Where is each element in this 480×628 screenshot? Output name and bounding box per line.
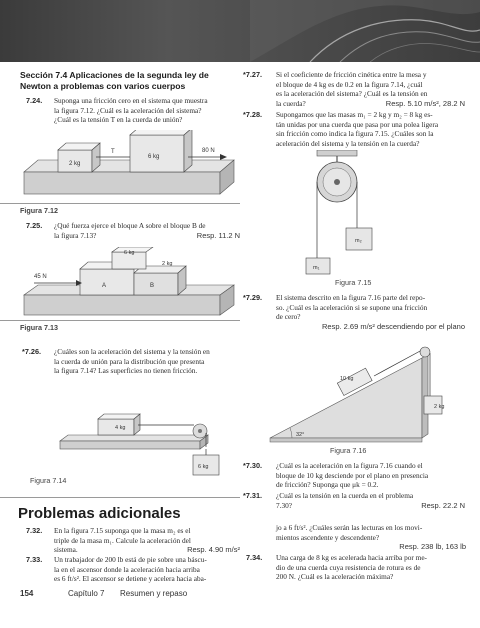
mass-label: 6 kg [124,250,135,256]
mass-label: 6 kg [198,464,209,470]
problem-number: 7.34. [246,553,263,562]
problem-line: ¿Cuál es la aceleración en la figura 7.16 cuando el [276,461,423,470]
section-title-line1: Sección 7.4 Aplicaciones de la segunda ley de [20,70,209,80]
problem-number: 7.24. [26,96,43,105]
problem-line: la figura 7.14? Las superficies no tienen fricción. [54,366,198,376]
figure-caption: Figura 7.15 [335,278,372,287]
problem-line: la cuerda de unión para la distribución que presenta [54,356,205,366]
answer: Resp. 238 lb, 163 lb [399,542,466,552]
problem-7-27 [243,70,465,108]
chapter-label: Capítulo 7 [68,589,105,598]
figure-7-15 [282,150,392,286]
problem-line: la figura 7.12. ¿Cuál es la aceleración del sistema? [54,105,202,115]
problem-line: sin fricción como indica la figura 7.15. ¿Cuáles son la [276,129,434,139]
problem-7-29 [243,293,465,331]
decorative-wave [250,0,480,62]
problem-7-26 [22,347,240,376]
problem-7-33 [26,555,240,584]
problem-line: el bloque de 4 kg es de 0.2 en la figura 7.14, ¿cuál [276,79,423,89]
header-banner [0,0,480,62]
mass-label: m₂ [355,238,362,244]
problem-line: ¿Qué fuerza ejerce el bloque A sobre el bloque B de [54,221,206,230]
problem-line: bloque de 10 kg desciende por el plano en presencia [276,470,429,480]
section-title-line2: Newton a problemas con varios cuerpos [20,81,186,91]
figure-7-16 [262,340,472,448]
mass-label: 2 kg [69,161,81,167]
problem-number: 7.33. [26,555,43,564]
problem-line: la figura 7.13? [54,230,97,240]
problem-line: En la figura 7.15 suponga que la masa m₂ es el [54,526,191,535]
problem-line: la en el ascensor donde la aceleración hacia arriba [54,564,200,574]
figure-caption: Figura 7.16 [330,446,367,455]
section-label: Resumen y repaso [120,589,188,598]
figure-7-13 [20,247,240,319]
problem-7-28 [243,110,465,148]
figure-7-14 [20,383,240,479]
problem-line: Suponga una fricción cero en el sistema que muestra [54,96,208,105]
problem-line: la cuerda? [276,98,306,108]
problem-line: jo a 6 ft/s². ¿Cuáles serán las lecturas en los movi- [276,523,423,532]
mass-label: m₁ [313,265,320,271]
problem-line: es la aceleración del sistema? ¿Cuál es la tensión en [276,89,428,99]
problem-line: aceleración del sistema y la tensión en la cuerda? [276,138,420,148]
figure-caption: Figura 7.13 [20,323,58,332]
problem-7-31 [243,491,465,510]
figure-caption: Figura 7.14 [30,476,67,485]
problem-number: *7.30. [243,461,263,470]
page-number: 154 [20,589,34,598]
problem-line: de fricción? Suponga que μk = 0.2. [276,480,379,490]
answer: Resp. 11.2 N [196,230,240,240]
mass-label: 10 kg [340,376,354,382]
problem-line: Si el coeficiente de fricción cinética entre la mesa y [276,70,427,79]
problem-7-30 [243,461,465,490]
problem-number: *7.26. [22,347,42,356]
problem-line: 7.30? [276,500,293,510]
figure-caption: Figura 7.12 [20,206,58,215]
problem-line: tán unidas por una cuerda que pasa por una polea ligera [276,119,439,129]
problem-number: *7.31. [243,491,263,500]
problem-7-32 [26,526,240,555]
divider [0,203,240,204]
problem-line: de cero? [276,312,301,322]
tension-label: T [111,149,115,155]
problem-line: Un trabajador de 200 lb está de pie sobre una báscu- [54,555,207,564]
answer: Resp. 2.69 m/s² descendiendo por el plano [321,321,465,331]
problem-number: 7.32. [26,526,43,535]
mass-label: 6 kg [148,154,160,160]
problem-number: *7.27. [243,70,263,79]
problem-line: ¿Cuáles son la aceleración del sistema y la tensión en [54,347,210,356]
problem-line: ¿Cuál es la tensión en la cuerda en el problema [276,491,414,500]
section-title [20,70,230,92]
problem-number: *7.28. [243,110,263,119]
problem-7-34 [246,553,465,582]
angle-label: 32° [296,432,305,438]
problem-7-25 [26,221,240,240]
problem-number: *7.29. [243,293,263,302]
divider [0,320,240,321]
problem-line: Una carga de 8 kg es acelerada hacia arriba por me- [276,553,427,562]
problem-line: es 6 ft/s². El ascensor se detiene y acelera hacia aba- [54,574,207,584]
divider [0,497,240,498]
answer: Resp. 5.10 m/s², 28.2 N [385,98,465,108]
mass-label: 2 kg [434,404,445,410]
problem-number: 7.25. [26,221,43,230]
problem-line: Supongamos que las masas m₁ = 2 kg y m₂ = 8 kg es- [276,110,433,119]
answer: Resp. 22.2 N [421,500,465,510]
problem-7-24 [26,96,240,125]
problem-line: sistema. [54,545,78,555]
block-label: A [102,283,107,289]
mass-label: 2 kg [162,261,173,267]
problem-line: so. ¿Cuál es la aceleración si se supone una fricción [276,302,428,312]
mass-label: 4 kg [115,425,126,431]
additional-problems-heading: Problemas adicionales [18,505,181,522]
force-label: 80 N [202,148,215,154]
problem-line: El sistema descrito en la figura 7.16 parte del repo- [276,293,426,302]
problem-7-33-continued [276,523,466,552]
problem-line: mientos ascendente y descendente? [276,532,380,542]
figure-7-12 [20,130,240,206]
problem-line: ¿Cuál es la tensión T en la cuerda de unión? [54,115,183,125]
block-label: B [150,283,155,289]
problem-line: dio de una cuerda cuya resistencia de rotura es de [276,562,421,572]
problem-line: 200 N. ¿Cuál es la aceleración máxima? [276,572,394,582]
answer: Resp. 4.90 m/s² [187,545,240,555]
problem-line: triple de la masa m₁. Calcule la aceleración del [54,535,191,545]
force-label: 45 N [34,274,47,280]
